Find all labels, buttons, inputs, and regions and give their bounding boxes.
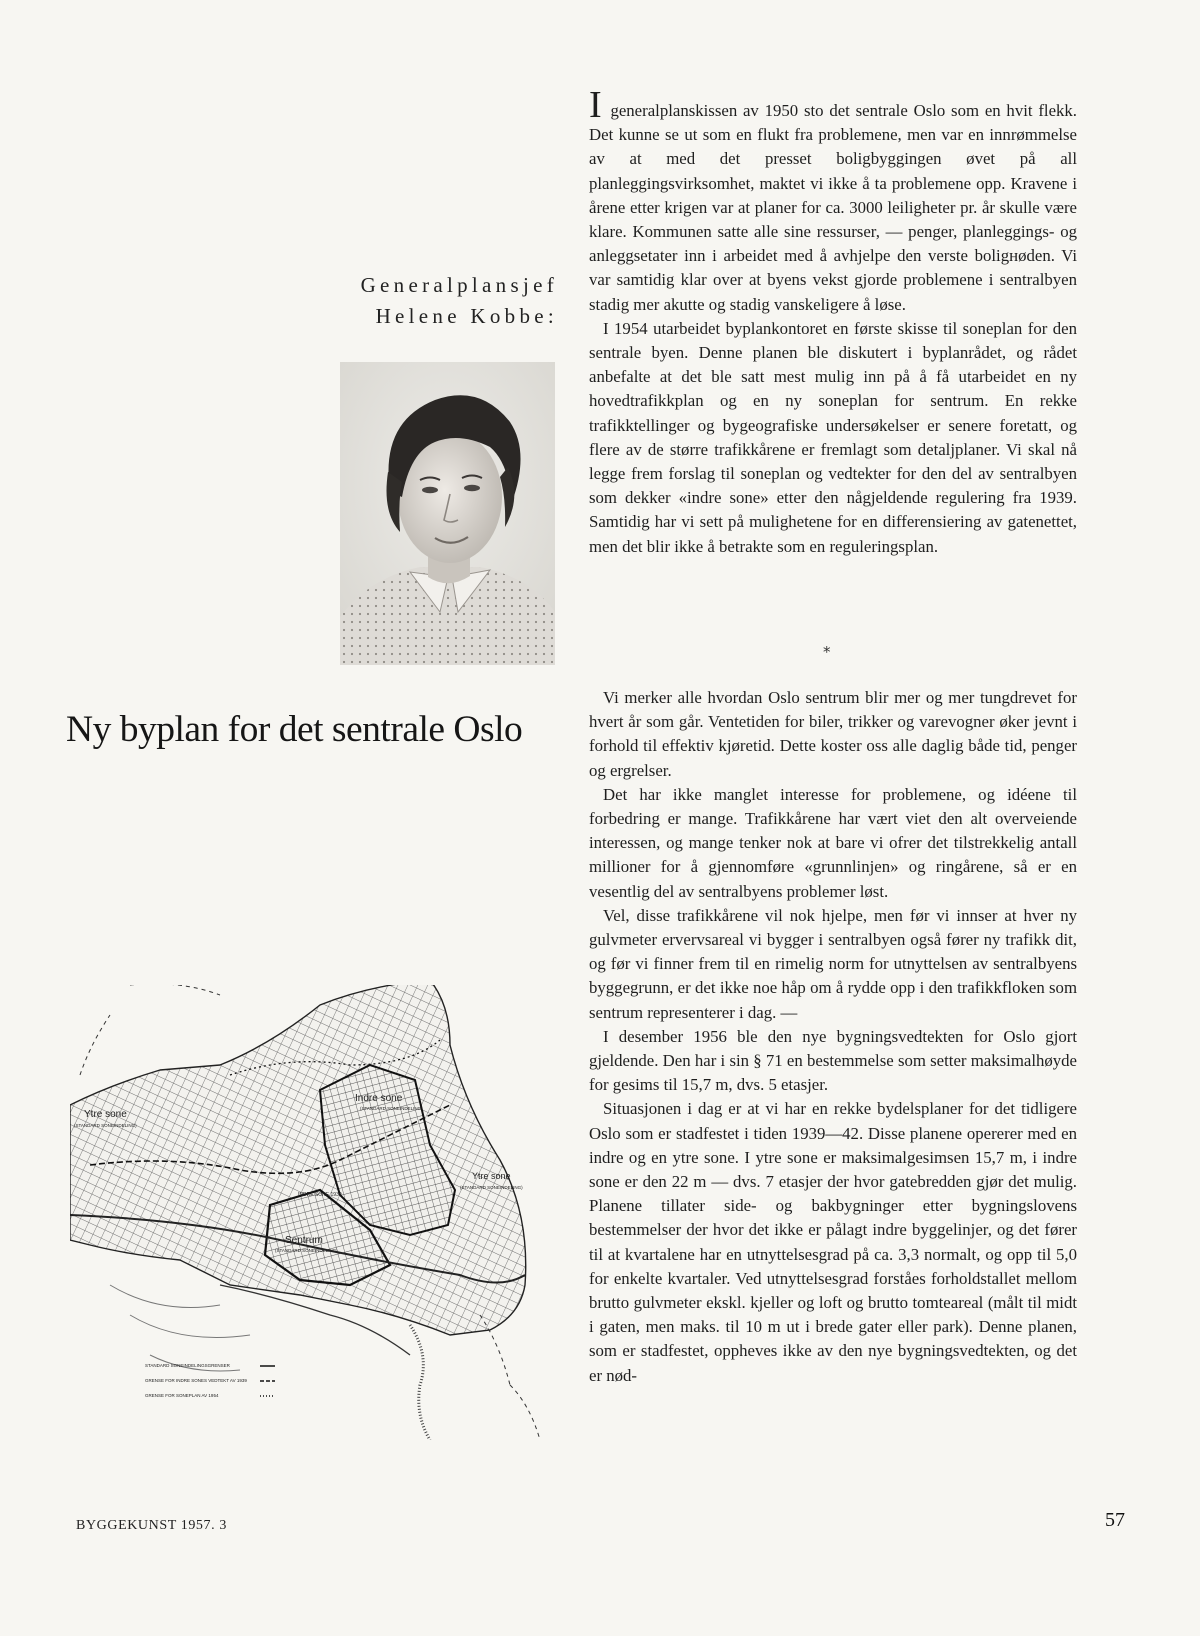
map-legend-3: GRENSE FOR SONEPLAN AV 1954 bbox=[145, 1393, 219, 1398]
section-separator: * bbox=[823, 643, 831, 661]
drop-cap: I bbox=[589, 84, 602, 126]
body-paragraph-4: I desember 1956 ble den nye bygningsvedtekten for Oslo gjort gjeldende. Den har i sin § 71 en bestemmelse som setter maksimalhøyde for gesims til 15,7 m, dvs. 5 etasjer. bbox=[589, 1026, 1077, 1095]
byline-name: Helene Kobbe: bbox=[375, 304, 558, 328]
map-label-indre: Indre sone bbox=[355, 1093, 403, 1104]
map-legend-1: STANDARD SONEINDELINGSGRENSER bbox=[145, 1363, 230, 1368]
map-label-ytre-right: Ytre sone bbox=[472, 1171, 511, 1181]
map-outer-zone bbox=[70, 985, 526, 1335]
byline-role: Generalplansjef bbox=[360, 273, 558, 297]
map-label-ytre-left: Ytre sone bbox=[84, 1109, 127, 1120]
author-byline bbox=[318, 270, 558, 332]
zone-map bbox=[70, 985, 564, 1440]
page-number: 57 bbox=[1105, 1509, 1125, 1531]
portrait-illustration bbox=[340, 362, 555, 665]
intro-paragraph-2: I 1954 utarbeidet byplankontoret en første skisse til soneplan for den sentrale byen. Denne planen ble diskutert i byplanrådet, og rådet anbefalte at det ble satt mest mulig inn på å få utarbeidet en ny hovedtrafikkplan og en ny soneplan for sentrum. En rekke trafikktellinger og bygeografiske undersøkelser er senere foretatt, og flere av de større trafikkårene er fremlagt som detaljplaner. Vi skal nå legge frem forslag til soneplan og vedtekter for den del av sentralbyen som dekker «indre sone» etter den någjeldende regulering fra 1939. Samtidig har vi sett på mulighetene for en differensiering av gatenettet, men det blir ikke å betrakte som en reguleringsplan. bbox=[589, 318, 1077, 556]
map-river bbox=[410, 1325, 430, 1440]
intro-paragraph-1 bbox=[589, 84, 1078, 317]
body-text-column bbox=[589, 686, 1077, 1388]
map-label-sentrum: Sentrum bbox=[285, 1235, 323, 1246]
body-paragraph-2: Det har ikke manglet interesse for problemene, og idéene til forbedring er mange. Trafikkårene har vært viet den alt overveiende interessen, og mange tenker nok at bare vi ofrer det tilstrekkelig antall millioner for å gjennomføre «grunnlinjen» og ringårene, så er en vesentlig del av sentralbyens problemer løst. bbox=[589, 784, 1077, 901]
map-label-sentrum-sub: (STANDARD SONEINDELING) bbox=[275, 1248, 338, 1253]
intro-paragraph-1-text: generalplanskissen av 1950 sto det sentrale Oslo som en hvit flekk. Det kunne se ut som en flukt fra problemene, men var en innrømmelse av at med det presset boligbyggingen øvet på all planleggingsvirksomhet, maktet vi ikke å ta problemene opp. Kravene i årene etter krigen var at planer for ca. 3000 leiligheter pr. år skulle være klare. Kommunen satte alle sine ressurser, — penger, planleggings- og anleggsetater inn i arbeidet med å avhjelpe den verste boligнøden. Vi var samtidig klar over at byens vekst gjorde problemene i sentralbyen stadig mer akutte og stadig vanskeligere å løse. bbox=[589, 101, 1078, 314]
map-label-indre-sub: (STANDARD SONEINDELING) bbox=[360, 1106, 423, 1111]
map-legend-2: GRENSE FOR INDRE SONES VEDTEKT AV 1939 bbox=[145, 1378, 247, 1383]
map-label-ytre-left-sub: (STANDARD SONEINDELING) bbox=[74, 1123, 137, 1128]
map-label-indre-1939: INDRE SONE 1939 bbox=[298, 1192, 342, 1198]
map-label-ytre-right-sub: (STANDARD SONEINDELING) bbox=[460, 1185, 523, 1190]
zone-map-figure bbox=[70, 985, 564, 1440]
body-paragraph-1: Vi merker alle hvordan Oslo sentrum blir mer og mer tungdrevet for hvert år som går. Ventetiden for biler, trikker og varevogner øker jevnt i forhold til effektiv kjøretid. Dette koster oss alle daglig både tid, penger og ergrelser. bbox=[589, 688, 1077, 780]
journal-footer: BYGGEKUNST 1957. 3 bbox=[76, 1518, 227, 1533]
intro-text-column bbox=[589, 84, 1078, 559]
author-portrait bbox=[340, 362, 555, 665]
article-title: Ny byplan for det sentrale Oslo bbox=[66, 709, 523, 750]
body-paragraph-3: Vel, disse trafikkårene vil nok hjelpe, men før vi innser at hver ny gulvmeter ervervsareal vi bygger i sentralbyen også fører ny trafikk dit, og før vi finner frem til en rimelig norm for utnyttelsen av sentralbyens byggegrunn, er det ikke noe håp om å rydde opp i den trafikkfloken som sentrum representerer i dag. — bbox=[589, 905, 1077, 1022]
body-paragraph-5: Situasjonen i dag er at vi har en rekke bydelsplaner for det tidligere Oslo som er stadfestet i tiden 1939—42. Disse planene opererer med en indre og en ytre sone. I ytre sone er maksimalgesimsen 15,7 m, i indre sone er den 22 m — dvs. 7 etasjer der hvor gatebredden gjør det mulig. Planene tillater side- og bakbygninger etter bygningslovens bestemmelser der hvor det ikke er pålagt indre byggelinjer, og det fører til at kvartalene har en utnyttelsesgrad på ca. 3,3 normalt, og opp til 5,0 for enkelte kvartaler. Ved utnyttelsesgrad forståes forholdstallet mellom brutto gulvmeter ekskl. kjeller og loft og brutto tomteareal (målt til midt i gaten, men maks. til 10 m ut i brede gater eller park). Denne planen, som er stadfestet, oppheves ikke av den nye bygningsvedtekten, og det er nød- bbox=[589, 1099, 1077, 1385]
map-shoreline bbox=[110, 1285, 250, 1371]
